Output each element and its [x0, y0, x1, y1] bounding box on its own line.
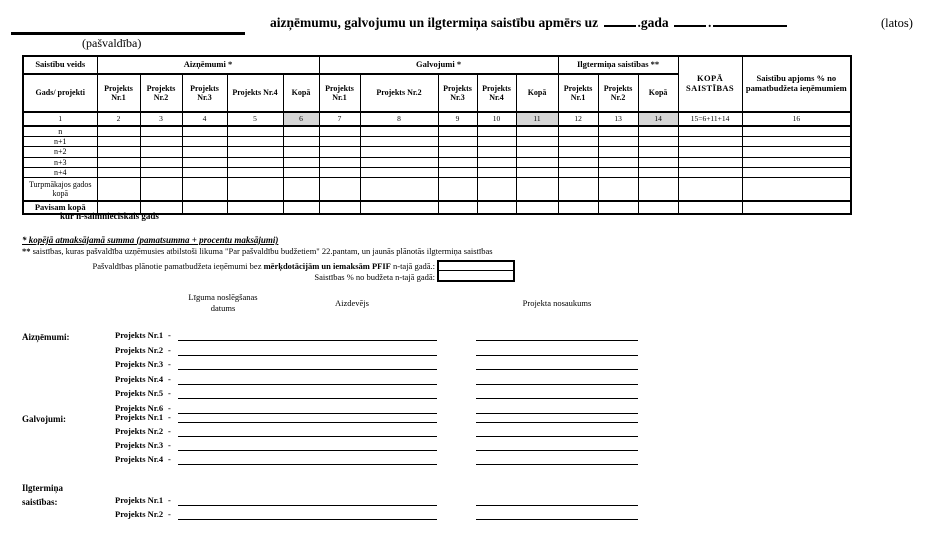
project-row-label: Projekts Nr.3	[115, 440, 164, 450]
table-cell[interactable]	[638, 126, 678, 137]
table-cell[interactable]	[638, 167, 678, 177]
colnum-4: 4	[182, 112, 227, 126]
colnum-9: 9	[438, 112, 477, 126]
project-name-fill-line[interactable]	[476, 436, 638, 437]
table-cell[interactable]	[319, 201, 360, 214]
header-a-projekts-4: Projekts Nr.4	[227, 74, 283, 112]
gada-label: .gada	[637, 15, 669, 30]
table-cell[interactable]	[182, 157, 227, 167]
table-cell[interactable]	[438, 167, 477, 177]
table-cell[interactable]	[678, 177, 742, 201]
date-lender-fill-line[interactable]	[178, 384, 437, 385]
table-cell[interactable]	[140, 126, 182, 137]
header-i-kopa: Kopā	[638, 74, 678, 112]
colnum-11: 11	[516, 112, 558, 126]
dash: -	[168, 345, 171, 355]
table-cell[interactable]	[97, 137, 140, 147]
colnum-10: 10	[477, 112, 516, 126]
municipality-fill-line[interactable]	[11, 32, 245, 35]
colnum-16: 16	[742, 112, 851, 126]
dot-label: .	[708, 15, 712, 30]
table-cell[interactable]	[678, 167, 742, 177]
dash: -	[168, 330, 171, 340]
row-label-n1: n+1	[23, 137, 97, 147]
header-group-galvojumi: Galvojumi *	[319, 56, 558, 74]
table-cell[interactable]	[638, 157, 678, 167]
table-cell[interactable]	[283, 201, 319, 214]
row-label-n: n	[23, 126, 97, 137]
project-row-label: Projekts Nr.5	[115, 388, 164, 398]
header-apjoms: Saistību apjoms % no pamatbudžeta ieņēmumiem	[742, 56, 851, 112]
section-label-aiznemumi: Aizņēmumi:	[22, 332, 70, 342]
table-cell[interactable]	[182, 137, 227, 147]
liabilities-percent-label: Saistības % no budžeta n-tajā gadā:	[314, 272, 435, 282]
table-cell[interactable]	[742, 137, 851, 147]
dash: -	[168, 509, 171, 519]
table-cell[interactable]	[516, 137, 558, 147]
table-cell[interactable]	[140, 137, 182, 147]
table-cell[interactable]	[438, 201, 477, 214]
project-row-label: Projekts Nr.2	[115, 426, 164, 436]
table-cell[interactable]	[283, 177, 319, 201]
colnum-7: 7	[319, 112, 360, 126]
date-lender-fill-line[interactable]	[178, 436, 437, 437]
schedule-row	[0, 359, 945, 372]
table-cell[interactable]	[638, 177, 678, 201]
project-row-label: Projekts Nr.2	[115, 345, 164, 355]
dash: -	[168, 403, 171, 413]
table-cell[interactable]	[678, 126, 742, 137]
table-cell[interactable]	[678, 137, 742, 147]
table-cell[interactable]	[140, 167, 182, 177]
table-cell[interactable]	[438, 177, 477, 201]
table-cell[interactable]	[477, 201, 516, 214]
table-cell[interactable]	[319, 167, 360, 177]
project-name-fill-line[interactable]	[476, 450, 638, 451]
date-lender-fill-line[interactable]	[178, 340, 437, 341]
project-row-label: Projekts Nr.1	[115, 330, 164, 340]
table-cell[interactable]	[360, 167, 438, 177]
table-cell[interactable]	[140, 147, 182, 157]
schedule-row	[0, 330, 945, 343]
planned-revenue-box[interactable]	[439, 262, 513, 271]
project-name-fill-line[interactable]	[476, 398, 638, 399]
table-cell[interactable]	[742, 177, 851, 201]
schedule-header-lender: Aizdevējs	[335, 298, 369, 308]
table-cell[interactable]	[638, 147, 678, 157]
table-cell[interactable]	[97, 177, 140, 201]
table-cell[interactable]	[598, 177, 638, 201]
footnote-two	[22, 246, 493, 256]
schedule-row	[0, 454, 945, 467]
date-lender-fill-line[interactable]	[178, 450, 437, 451]
table-cell[interactable]	[319, 157, 360, 167]
table-cell[interactable]	[97, 157, 140, 167]
project-row-label: Projekts Nr.2	[115, 509, 164, 519]
table-cell[interactable]	[438, 137, 477, 147]
table-cell[interactable]	[558, 201, 598, 214]
table-cell[interactable]	[516, 147, 558, 157]
header-a-projekts-3: Projekts Nr.3	[182, 74, 227, 112]
project-row-label: Projekts Nr.4	[115, 374, 164, 384]
table-cell[interactable]	[182, 126, 227, 137]
table-cell[interactable]	[558, 157, 598, 167]
project-row-label: Projekts Nr.3	[115, 359, 164, 369]
planned-revenue-label-pre: Pašvaldības plānotie pamatbudžeta ieņēmumi bez	[92, 261, 264, 271]
table-cell[interactable]	[477, 167, 516, 177]
schedule-row	[0, 509, 945, 522]
liabilities-percent-box[interactable]	[439, 271, 513, 280]
header-saistibu-veids: Saistību veids	[23, 56, 97, 74]
date-lender-fill-line[interactable]	[178, 355, 437, 356]
project-row-label: Projekts Nr.4	[115, 454, 164, 464]
value-boxes	[437, 260, 515, 282]
table-cell[interactable]	[319, 137, 360, 147]
table-cell[interactable]	[477, 137, 516, 147]
section-label-ilgtermina: Ilgtermiņa saistības:	[22, 483, 63, 507]
dash: -	[168, 388, 171, 398]
dash: -	[168, 440, 171, 450]
table-cell[interactable]	[140, 177, 182, 201]
table-cell[interactable]	[360, 201, 438, 214]
table-cell[interactable]	[283, 147, 319, 157]
table-cell[interactable]	[182, 177, 227, 201]
table-cell[interactable]	[678, 201, 742, 214]
table-cell[interactable]	[438, 157, 477, 167]
table-cell[interactable]	[227, 126, 283, 137]
dash: -	[168, 495, 171, 505]
project-name-fill-line[interactable]	[476, 355, 638, 356]
project-row-label: Projekts Nr.6	[115, 403, 164, 413]
header-i-projekts-1: Projekts Nr.1	[558, 74, 598, 112]
date-lender-fill-line[interactable]	[178, 505, 437, 506]
project-row-label: Projekts Nr.1	[115, 412, 164, 422]
table-cell[interactable]	[477, 147, 516, 157]
table-cell[interactable]	[598, 157, 638, 167]
table-cell[interactable]	[438, 147, 477, 157]
colnum-1: 1	[23, 112, 97, 126]
row-label-n2: n+2	[23, 147, 97, 157]
table-cell[interactable]	[140, 157, 182, 167]
table-cell[interactable]	[638, 201, 678, 214]
colnum-13: 13	[598, 112, 638, 126]
table-cell[interactable]	[516, 157, 558, 167]
table-cell[interactable]	[360, 137, 438, 147]
table-cell[interactable]	[283, 137, 319, 147]
schedule-row	[0, 388, 945, 401]
project-name-fill-line[interactable]	[476, 464, 638, 465]
project-name-fill-line[interactable]	[476, 519, 638, 520]
schedule-row	[0, 440, 945, 453]
colnum-5: 5	[227, 112, 283, 126]
table-cell[interactable]	[558, 126, 598, 137]
table-cell[interactable]	[742, 126, 851, 137]
table-cell[interactable]	[319, 126, 360, 137]
table-cell[interactable]	[598, 201, 638, 214]
table-cell[interactable]	[182, 167, 227, 177]
date-lender-fill-line[interactable]	[178, 464, 437, 465]
colnum-15: 15=6+11+14	[678, 112, 742, 126]
footnote-one: * kopējā atmaksājamā summa (pamatsumma + procentu maksājumi)	[22, 235, 279, 245]
table-cell[interactable]	[558, 147, 598, 157]
table-cell[interactable]	[558, 137, 598, 147]
header-gads-projekti: Gads/ projekti	[23, 74, 97, 112]
liabilities-table	[22, 55, 852, 215]
header-g-projekts-2: Projekts Nr.2	[360, 74, 438, 112]
table-cell[interactable]	[516, 126, 558, 137]
date-lender-fill-line[interactable]	[178, 398, 437, 399]
n-definition-note: kur n-saimnieciskais gads	[60, 211, 159, 221]
table-cell[interactable]	[360, 157, 438, 167]
table-cell[interactable]	[227, 167, 283, 177]
schedule-row	[0, 426, 945, 439]
schedule-header-project-name: Projekta nosaukums	[522, 298, 592, 308]
table-cell[interactable]	[558, 177, 598, 201]
row-label-turpmakajos: Turpmākajos gados kopā	[23, 177, 97, 201]
table-cell[interactable]	[678, 157, 742, 167]
planned-revenue-label-post: n-tajā gadā.:	[390, 261, 435, 271]
planned-revenue-label	[22, 261, 435, 271]
table-cell[interactable]	[638, 137, 678, 147]
header-kopa-saistibas: KOPĀ SAISTĪBAS	[678, 56, 742, 112]
dash: -	[168, 454, 171, 464]
table-cell[interactable]	[477, 157, 516, 167]
month-fill-blank[interactable]	[713, 14, 787, 27]
schedule-row	[0, 495, 945, 508]
project-row-label: Projekts Nr.1	[115, 495, 164, 505]
dash: -	[168, 374, 171, 384]
project-name-fill-line[interactable]	[476, 384, 638, 385]
table-cell[interactable]	[598, 137, 638, 147]
table-cell[interactable]	[742, 157, 851, 167]
table-cell[interactable]	[477, 126, 516, 137]
header-group-aiznemumi: Aizņēmumi *	[97, 56, 319, 74]
schedule-row	[0, 345, 945, 358]
table-cell[interactable]	[182, 147, 227, 157]
table-cell[interactable]	[97, 147, 140, 157]
project-name-fill-line[interactable]	[476, 505, 638, 506]
table-cell[interactable]	[438, 126, 477, 137]
header-a-kopa: Kopā	[283, 74, 319, 112]
table-cell[interactable]	[516, 167, 558, 177]
dash: -	[168, 426, 171, 436]
header-group-ilgtermina: Ilgtermiņa saistības **	[558, 56, 678, 74]
table-cell[interactable]	[227, 147, 283, 157]
table-cell[interactable]	[283, 126, 319, 137]
table-cell[interactable]	[319, 177, 360, 201]
table-cell[interactable]	[516, 177, 558, 201]
section-label-galvojumi: Galvojumi:	[22, 414, 66, 424]
table-cell[interactable]	[742, 201, 851, 214]
dash: -	[168, 412, 171, 422]
colnum-8: 8	[360, 112, 438, 126]
dash: -	[168, 359, 171, 369]
header-a-projekts-2: Projekts Nr.2	[140, 74, 182, 112]
colnum-12: 12	[558, 112, 598, 126]
colnum-3: 3	[140, 112, 182, 126]
municipality-caption: (pašvaldība)	[82, 36, 142, 50]
table-cell[interactable]	[477, 177, 516, 201]
project-name-fill-line[interactable]	[476, 422, 638, 423]
header-g-projekts-4: Projekts Nr.4	[477, 74, 516, 112]
table-cell[interactable]	[283, 157, 319, 167]
table-cell[interactable]	[742, 147, 851, 157]
table-cell[interactable]	[360, 126, 438, 137]
row-label-n4: n+4	[23, 167, 97, 177]
table-cell[interactable]	[516, 201, 558, 214]
colnum-2: 2	[97, 112, 140, 126]
planned-revenue-label-bold: mērķdotācijām un iemaksām PFIF	[263, 261, 391, 271]
table-cell[interactable]	[227, 201, 283, 214]
row-label-n3: n+3	[23, 157, 97, 167]
form-title	[270, 14, 789, 31]
table-cell[interactable]	[742, 167, 851, 177]
header-i-projekts-2: Projekts Nr.2	[598, 74, 638, 112]
table-cell[interactable]	[598, 126, 638, 137]
table-cell[interactable]	[283, 167, 319, 177]
year-fill-blank[interactable]	[604, 14, 636, 27]
table-cell[interactable]	[227, 177, 283, 201]
table-cell[interactable]	[678, 147, 742, 157]
footnote-two-marker: **	[22, 246, 31, 256]
form-title-text: aizņēmumu, galvojumu un ilgtermiņa saistību apmērs uz	[270, 15, 599, 30]
table-cell[interactable]	[598, 167, 638, 177]
currency-caption: (latos)	[881, 16, 913, 30]
header-g-projekts-3: Projekts Nr.3	[438, 74, 477, 112]
colnum-6: 6	[283, 112, 319, 126]
table-cell[interactable]	[319, 147, 360, 157]
header-a-projekts-1: Projekts Nr.1	[97, 74, 140, 112]
row-label-pavisam: Pavisam kopā	[23, 201, 97, 214]
date-lender-fill-line[interactable]	[178, 422, 437, 423]
schedule-row	[0, 412, 945, 425]
table-cell[interactable]	[97, 167, 140, 177]
header-g-projekts-1: Projekts Nr.1	[319, 74, 360, 112]
table-cell[interactable]	[360, 177, 438, 201]
colnum-14: 14	[638, 112, 678, 126]
project-name-fill-line[interactable]	[476, 369, 638, 370]
day-fill-blank[interactable]	[674, 14, 706, 27]
table-cell[interactable]	[558, 167, 598, 177]
table-cell[interactable]	[227, 157, 283, 167]
schedule-row	[0, 374, 945, 387]
header-g-kopa: Kopā	[516, 74, 558, 112]
table-cell[interactable]	[97, 126, 140, 137]
table-cell[interactable]	[360, 147, 438, 157]
date-lender-fill-line[interactable]	[178, 519, 437, 520]
table-cell[interactable]	[227, 137, 283, 147]
table-cell[interactable]	[598, 147, 638, 157]
project-name-fill-line[interactable]	[476, 340, 638, 341]
table-cell[interactable]	[182, 201, 227, 214]
date-lender-fill-line[interactable]	[178, 369, 437, 370]
schedule-header-date: Līguma noslēgšanas datums	[188, 292, 258, 314]
footnote-two-text: saistības, kuras pašvaldība uzņēmusies atbilstoši likuma "Par pašvaldību budžetiem" 22.pantam, un jaunās plānotās ilgtermiņa saistības	[30, 246, 493, 256]
